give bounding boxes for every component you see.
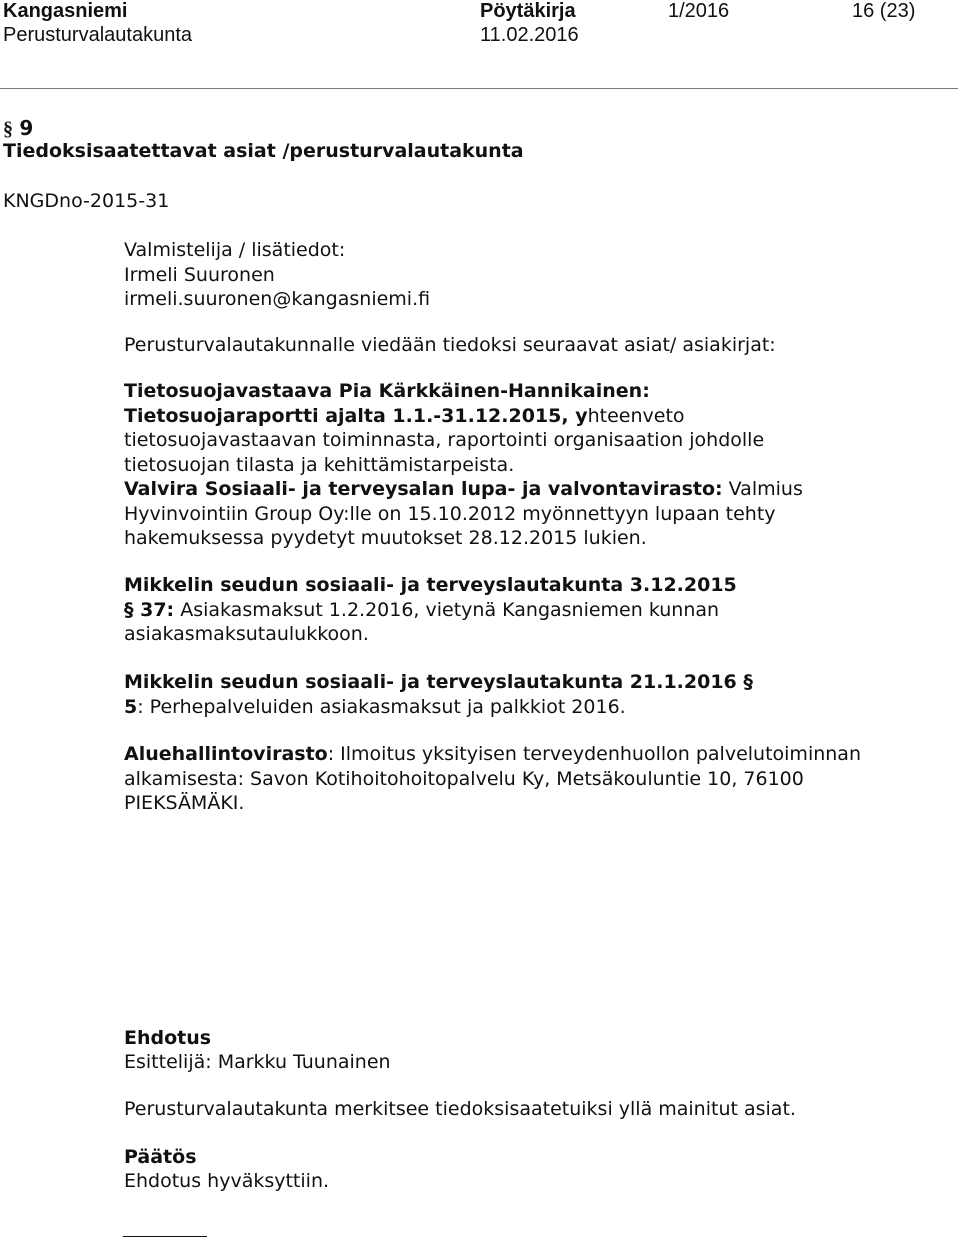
- section-number-value: 9: [19, 116, 34, 140]
- header-divider: [0, 88, 958, 89]
- item-text: Valmius Hyvinvointiin Group Oy:lle on 15.10.2012 myönnettyyn lupaan tehty hakemuksessa pyydetyt muutokset 28.12.2015 lukien.: [124, 478, 803, 549]
- list-item: [124, 670, 774, 719]
- doc-type: Pöytäkirja: [480, 0, 576, 22]
- proposal-heading: Ehdotus: [124, 1027, 212, 1049]
- item-heading: Mikkelin seudun sosiaali- ja terveyslautakunta 21.1.2016 § 5: [124, 671, 753, 718]
- list-item: [124, 573, 744, 647]
- section-number: [3, 116, 33, 141]
- item-text: hteenveto tietosuojavastaavan toiminnasta, raportointi organisaation johdolle tietosuojan tilasta ja kehittämistarpeista.: [124, 404, 765, 476]
- preparer-name: Irmeli Suuronen: [124, 263, 275, 286]
- signature-line: [123, 1236, 207, 1237]
- item-heading: Tietosuojavastaava Pia Kärkkäinen-Hannikainen: Tietosuojaraportti ajalta 1.1.-31.12.2015, y: [124, 380, 650, 427]
- item-text: : Ilmoitus yksityisen terveydenhuollon palvelutoiminnan alkamisesta: Savon Kotihoitohoitopalvelu Ky, Metsäkouluntie 10, 76100 PIEKSÄMÄKI.: [124, 743, 861, 814]
- document-number: KNGDno-2015-31: [3, 190, 170, 212]
- section-title: Tiedoksisaatettavat asiat /perusturvalautakunta: [3, 140, 524, 162]
- proposal-text: Perusturvalautakunta merkitsee tiedoksisaatetuiksi yllä mainitut asiat.: [124, 1098, 796, 1120]
- list-item: [124, 742, 864, 816]
- list-item: [124, 379, 844, 477]
- decision-heading: Päätös: [124, 1146, 197, 1168]
- decision-text: Ehdotus hyväksyttiin.: [124, 1170, 330, 1192]
- item-heading: Mikkelin seudun sosiaali- ja terveyslautakunta 3.12.2015 § 37:: [124, 574, 737, 621]
- presenter: Esittelijä: Markku Tuunainen: [124, 1051, 391, 1073]
- item-text: Asiakasmaksut 1.2.2016, vietynä Kangasniemen kunnan asiakasmaksutaulukkoon.: [124, 598, 720, 645]
- item-heading: Valvira Sosiaali- ja terveysalan lupa- ja valvontavirasto:: [124, 478, 723, 500]
- intro-text: Perusturvalautakunnalle viedään tiedoksi seuraavat asiat/ asiakirjat:: [124, 334, 776, 356]
- issue-number: 1/2016: [668, 0, 730, 22]
- committee-name: Perusturvalautakunta: [3, 24, 193, 46]
- page-number: 16 (23): [852, 0, 916, 22]
- item-heading: Aluehallintovirasto: [124, 743, 328, 765]
- meeting-date: 11.02.2016: [480, 24, 579, 46]
- preparer-block: [124, 238, 904, 312]
- preparer-label: Valmistelija / lisätiedot:: [124, 239, 346, 261]
- org-name: Kangasniemi: [3, 0, 128, 22]
- preparer-email: irmeli.suuronen@kangasniemi.fi: [124, 288, 431, 310]
- section-symbol: §: [3, 118, 13, 140]
- item-text: : Perhepalveluiden asiakasmaksut ja palkkiot 2016.: [137, 695, 626, 718]
- list-item: [124, 477, 804, 551]
